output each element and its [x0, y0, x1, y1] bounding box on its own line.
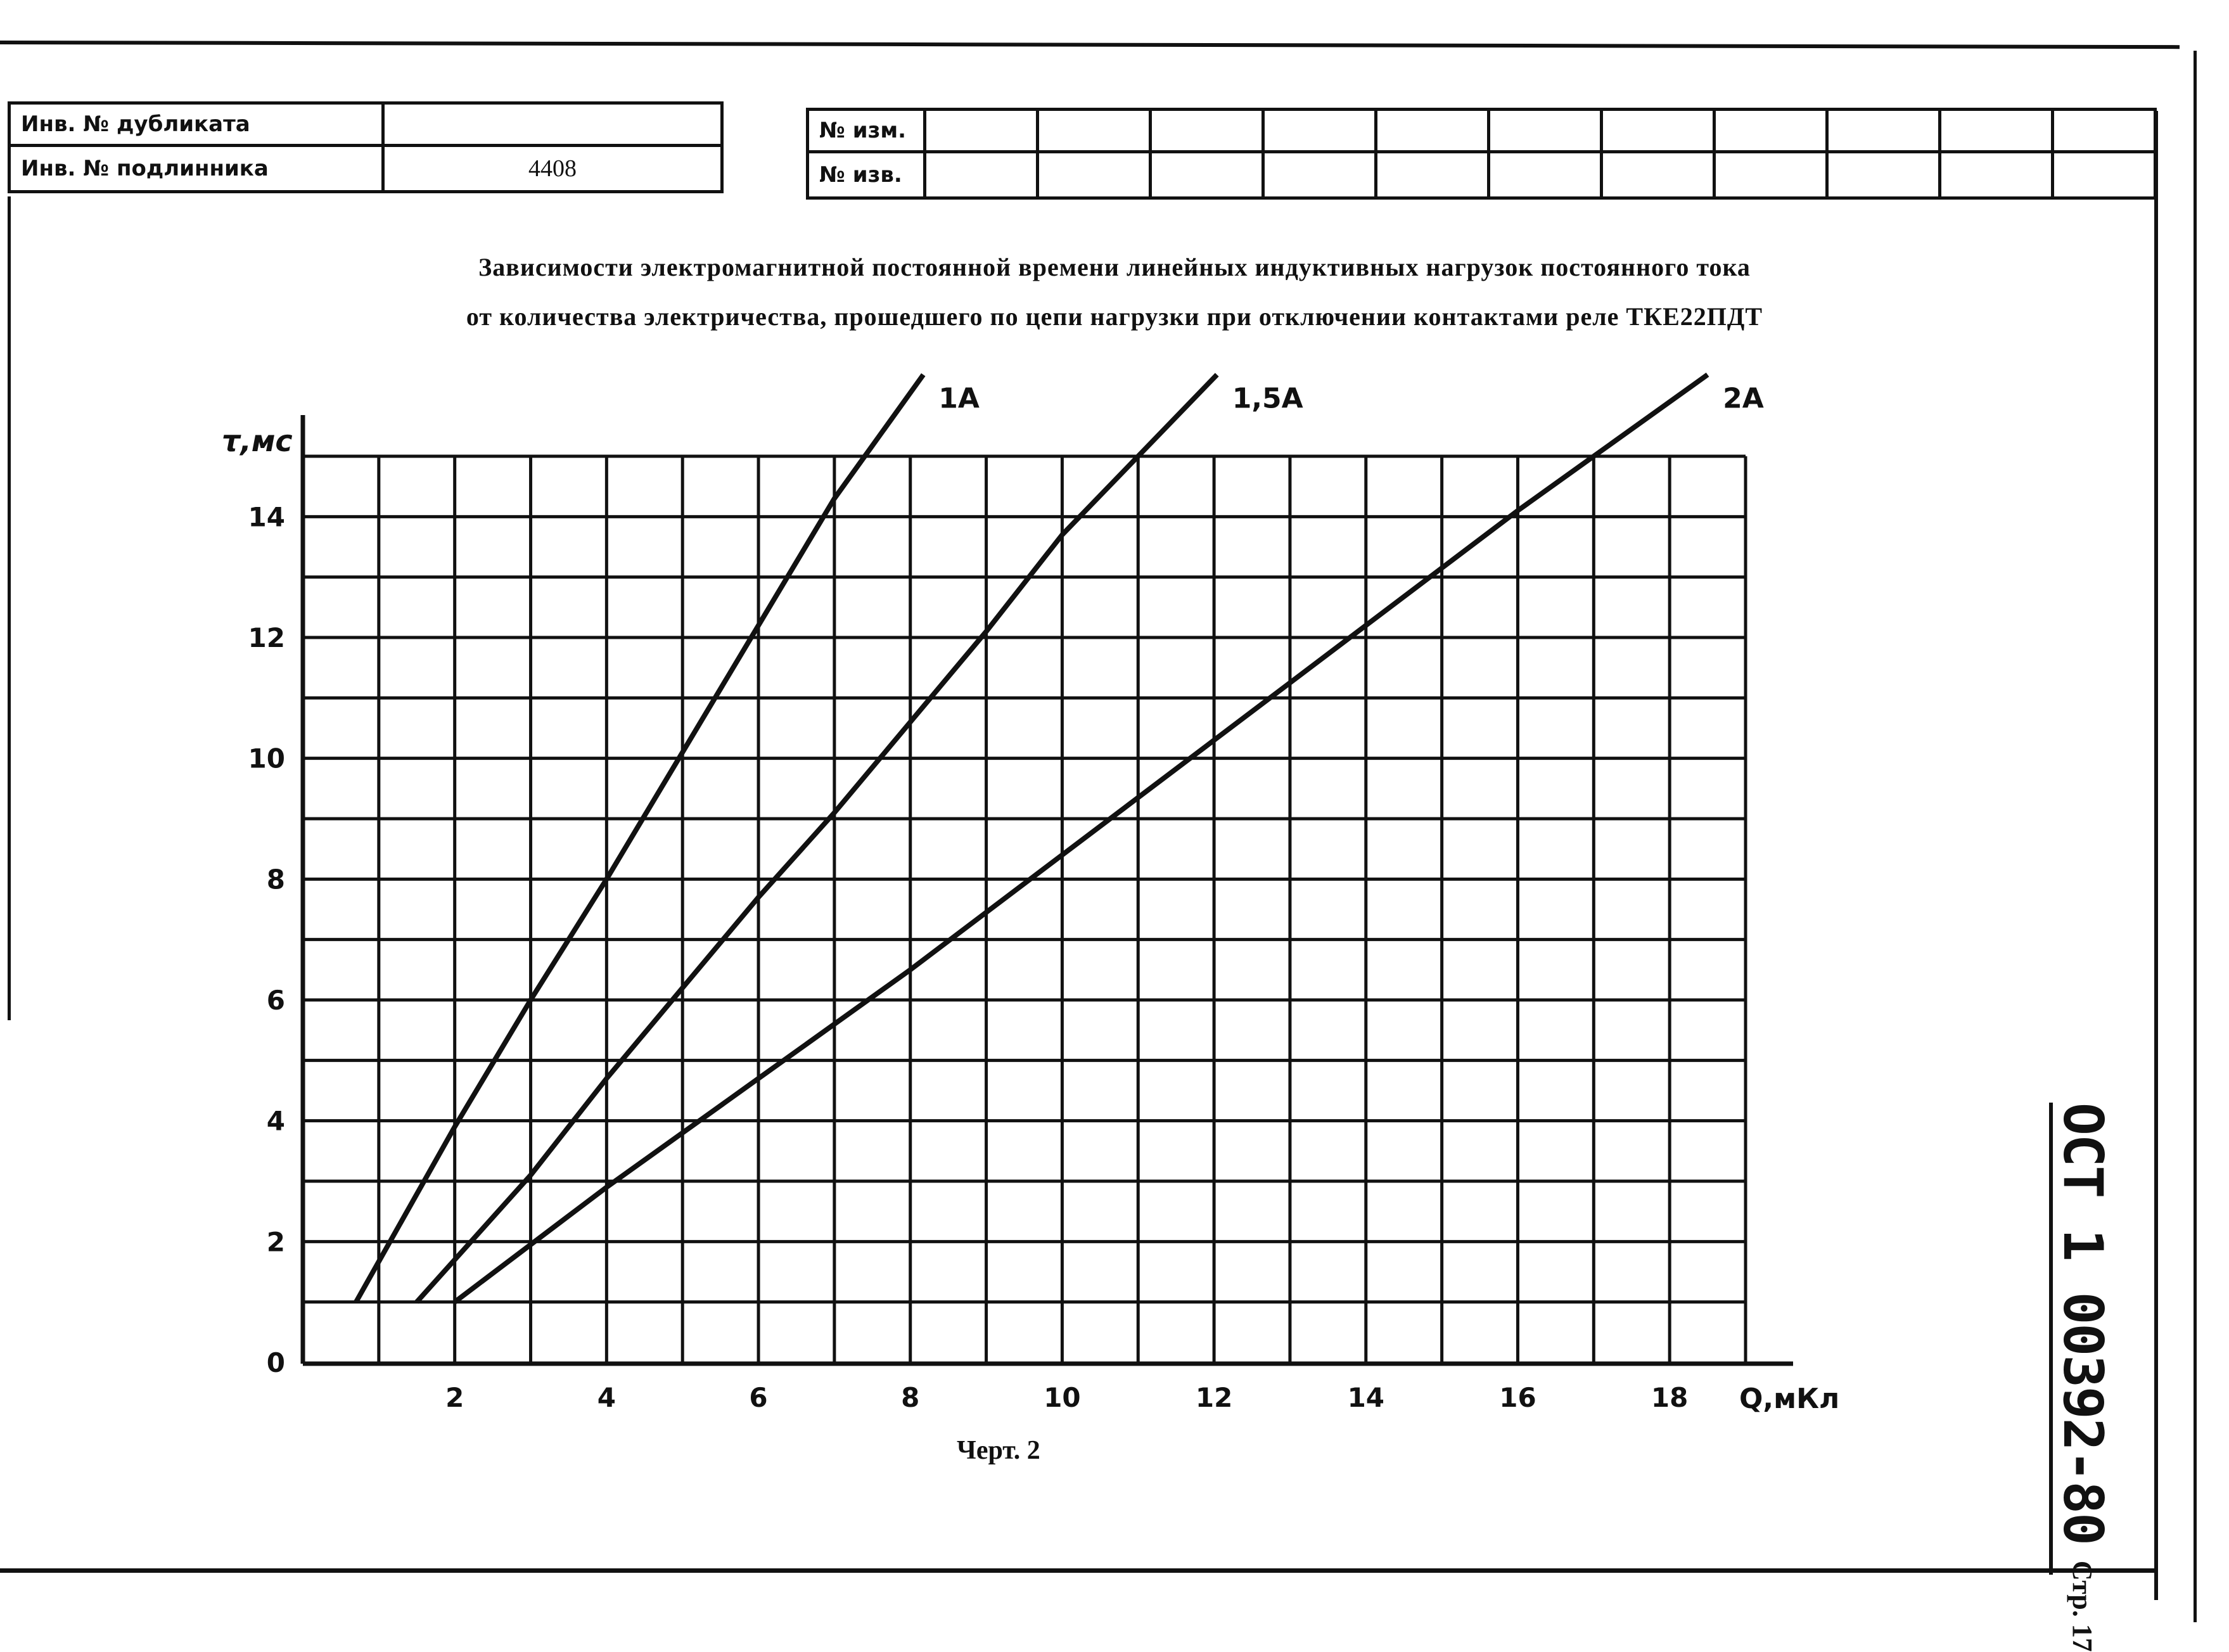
x-tick-label-18: 18 — [1651, 1382, 1689, 1413]
header-left-label-2: Инв. № подлинника — [8, 144, 385, 193]
series-label-0: 1А — [938, 382, 980, 415]
y-tick-label-12: 12 — [248, 622, 285, 653]
doc-number-block — [2048, 1103, 2117, 1652]
y-tick-label-14: 14 — [248, 501, 285, 533]
header-right-label-1: № изм. — [806, 108, 926, 153]
series-label-2: 2А — [1723, 382, 1764, 415]
x-tick-label-4: 4 — [597, 1382, 616, 1413]
y-tick-label-6: 6 — [266, 985, 285, 1016]
x-tick-label-10: 10 — [1044, 1382, 1081, 1413]
y-tick-label-0: 0 — [266, 1347, 285, 1378]
y-tick-label-2: 2 — [266, 1226, 285, 1258]
x-tick-label-16: 16 — [1499, 1382, 1536, 1413]
x-tick-label-12: 12 — [1195, 1382, 1233, 1413]
y-tick-label-4: 4 — [266, 1105, 285, 1137]
series-line-extension-1 — [1138, 375, 1217, 456]
x-axis-label: Q,мКл — [1739, 1383, 1840, 1415]
x-tick-label-8: 8 — [901, 1382, 920, 1413]
header-left-label-1: Инв. № дубликата — [8, 101, 385, 147]
y-tick-label-10: 10 — [248, 743, 285, 774]
y-axis-label: τ,мс — [222, 424, 293, 458]
y-tick-label-8: 8 — [266, 864, 285, 895]
x-tick-label-14: 14 — [1347, 1382, 1385, 1413]
x-tick-label-6: 6 — [749, 1382, 768, 1413]
doc-number: ОСТ 1 00392-80 — [2051, 1103, 2114, 1544]
series-line-extension-2 — [1594, 375, 1708, 456]
page-label: Стр. 17 — [2067, 1560, 2098, 1652]
chart-title-line-2: от количества электричества, прошедшего по цепи нагрузки при отключении контактами реле ТКЕ22ПДТ — [466, 302, 1763, 331]
header-right-label-2: № изв. — [806, 150, 926, 200]
chart-title-line-1: Зависимости электромагнитной постоянной времени линейных индуктивных нагрузок постоянного тока — [478, 253, 1751, 281]
x-tick-label-2: 2 — [445, 1382, 464, 1413]
header-left-value-2: 4408 — [381, 144, 724, 193]
series-label-1: 1,5А — [1232, 382, 1303, 415]
series-line-extension-0 — [865, 375, 923, 456]
figure-caption: Черт. 2 — [957, 1436, 1040, 1465]
